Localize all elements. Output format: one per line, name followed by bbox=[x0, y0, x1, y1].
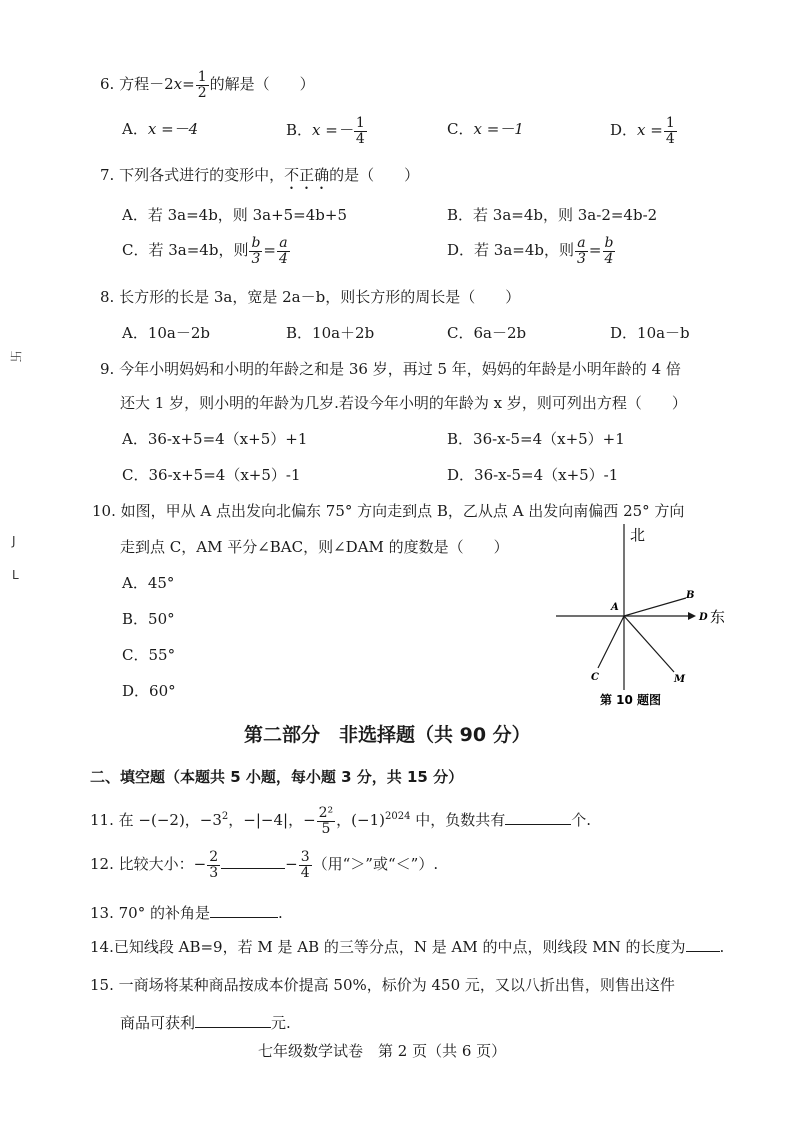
option-8d: D．10a－b bbox=[610, 324, 690, 342]
ray-am bbox=[624, 616, 674, 672]
east-arrow-icon bbox=[688, 612, 696, 620]
fraction: $\frac{b}{4}$ bbox=[604, 235, 614, 267]
option-7b: B．若 3a=4b，则 3a-2=4b-2 bbox=[447, 206, 658, 224]
question-number: 14. bbox=[90, 938, 114, 956]
option-6d: D．x = $\frac{1}{4}$ bbox=[610, 115, 675, 147]
option-9a: A．36-x+5=4（x+5）+1 bbox=[122, 430, 308, 448]
option-8a: A．10a－2b bbox=[122, 324, 211, 342]
question-number: 9. bbox=[100, 360, 115, 378]
question-number: 7. bbox=[100, 166, 115, 184]
question-number: 6. bbox=[100, 75, 115, 94]
option-6a: A．x =－4 bbox=[122, 120, 199, 138]
question-7-stem: 7. 下列各式进行的变形中，不正确的是（ ） bbox=[100, 166, 420, 184]
question-number: 11. bbox=[90, 811, 114, 830]
option-6c: C．x =－1 bbox=[447, 120, 524, 138]
binding-margin-mark: L bbox=[12, 568, 19, 582]
answer-blank bbox=[210, 903, 278, 918]
option-8c: C．6a－2b bbox=[447, 324, 527, 342]
option-10c: C．55° bbox=[122, 646, 176, 664]
question-10-stem-line2: 走到点 C，AM 平分∠BAC，则∠DAM 的度数是（ ） bbox=[120, 538, 509, 556]
option-9d: D．36-x-5=4（x+5）-1 bbox=[447, 466, 619, 484]
fraction: $\frac{2}{3}$ bbox=[209, 849, 219, 881]
question-15-line2: 商品可获利 元. bbox=[120, 1014, 291, 1032]
point-m-label: M bbox=[674, 674, 686, 685]
point-c-label: C bbox=[591, 672, 599, 683]
question-number: 10. bbox=[92, 502, 116, 520]
fraction: $\frac{b}{3}$ bbox=[251, 235, 261, 267]
point-d-label: D bbox=[699, 612, 708, 623]
fraction: $\frac{\text{2²}}{5}$ bbox=[318, 805, 334, 837]
north-label: 北 bbox=[630, 526, 646, 544]
section-heading: 二、填空题（本题共 5 小题，每小题 3 分，共 15 分） bbox=[90, 768, 464, 786]
option-9c: C．36-x+5=4（x+5）-1 bbox=[122, 466, 301, 484]
ray-ab bbox=[624, 598, 686, 616]
question-number: 15. bbox=[90, 976, 114, 994]
question-number: 8. bbox=[100, 288, 115, 306]
answer-blank bbox=[221, 854, 285, 869]
answer-blank bbox=[195, 1013, 271, 1028]
question-9-stem: 9. 今年小明妈妈和小明的年龄之和是 36 岁，再过 5 年，妈妈的年龄是小明年龄的 4 倍 bbox=[100, 360, 681, 378]
question-15: 15. 一商场将某种商品按成本价提高 50%，标价为 450 元，又以八折出售，则售出这件 bbox=[90, 976, 675, 994]
question-11: 11. 在 −(−2)，$-3^2$，−|−4|，− $\frac{\text{2²}}{5}$ ，$(-1)^{2024}$ 中，负数共有 个. bbox=[90, 805, 592, 837]
emphasis-text: 不正确 bbox=[284, 166, 330, 184]
point-a-label: A bbox=[611, 602, 619, 613]
option-10d: D．60° bbox=[122, 682, 176, 700]
question-12: 12. 比较大小：− $\frac{2}{3}$ − $\frac{3}{4}$ （用“＞”或“＜”）. bbox=[90, 849, 439, 881]
option-10b: B．50° bbox=[122, 610, 175, 628]
fraction: $\frac{a}{3}$ bbox=[577, 235, 586, 267]
fraction: $\frac{a}{4}$ bbox=[279, 235, 288, 267]
ray-ac bbox=[598, 616, 624, 668]
section-title: 第二部分 非选择题（共 90 分） bbox=[244, 724, 531, 746]
fraction: $\frac{1}{4}$ bbox=[355, 115, 365, 147]
question-number: 13. bbox=[90, 904, 114, 922]
page-footer: 七年级数学试卷 第 2 页（共 6 页） bbox=[258, 1042, 507, 1060]
question-8-stem: 8. 长方形的长是 3a，宽是 2a－b，则长方形的周长是（ ） bbox=[100, 288, 521, 306]
option-9b: B．36-x-5=4（x+5）+1 bbox=[447, 430, 625, 448]
question-14: 14.已知线段 AB=9，若 M 是 AB 的三等分点，N 是 AM 的中点，则线段 MN 的长度为 . bbox=[90, 938, 725, 956]
answer-blank bbox=[505, 810, 571, 825]
fraction: $\frac{3}{4}$ bbox=[300, 849, 310, 881]
binding-margin-mark: 卐 bbox=[8, 350, 23, 363]
question-10-stem: 10. 如图，甲从 A 点出发向北偏东 75° 方向走到点 B，乙从点 A 出发向南偏西 25° 方向 bbox=[92, 502, 685, 520]
option-10a: A．45° bbox=[122, 574, 175, 592]
question-number: 12. bbox=[90, 855, 114, 874]
question-6-stem: 6. 方程－2x= $\frac{1}{2}$ 的解是（ ） bbox=[100, 69, 315, 101]
point-b-label: B bbox=[686, 590, 695, 601]
option-6b: B．x =－ $\frac{1}{4}$ bbox=[286, 115, 365, 147]
option-7a: A．若 3a=4b，则 3a+5=4b+5 bbox=[122, 206, 348, 224]
fraction: $\frac{1}{4}$ bbox=[665, 115, 675, 147]
question-13: 13. 70° 的补角是 . bbox=[90, 904, 283, 922]
option-8b: B．10a＋2b bbox=[286, 324, 375, 342]
question-9-stem-line2: 还大 1 岁，则小明的年龄为几岁.若设今年小明的年龄为 x 岁，则可列出方程（ ） bbox=[120, 394, 687, 412]
east-label: 东 bbox=[710, 608, 726, 626]
option-7c: C．若 3a=4b，则 $\frac{b}{3}$ = $\frac{a}{4}$ bbox=[122, 235, 288, 267]
compass-diagram bbox=[550, 520, 750, 710]
binding-margin-mark: J bbox=[12, 534, 16, 548]
fraction: $\frac{1}{2}$ bbox=[197, 69, 207, 101]
option-7d: D．若 3a=4b，则 $\frac{a}{3}$ = $\frac{b}{4}$ bbox=[447, 235, 614, 267]
answer-blank bbox=[686, 937, 720, 952]
figure-caption: 第 10 题图 bbox=[600, 693, 662, 707]
